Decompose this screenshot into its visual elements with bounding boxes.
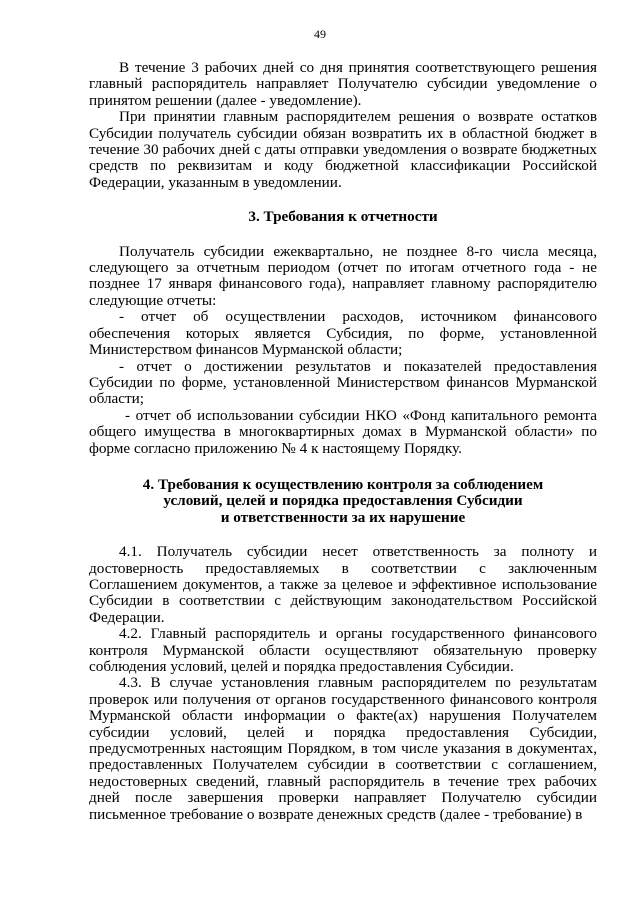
report-item-expenses: - отчет об осуществлении расходов, источником финансового обеспечения которых является Субсидия, по форме, установленной Министерством финансов Мурманской области; — [89, 308, 597, 359]
section-4-heading — [89, 477, 597, 526]
page-number: 49 — [314, 27, 326, 41]
document-body — [89, 60, 597, 823]
section-4-heading-line-1: 4. Требования к осуществлению контроля за соблюдением — [142, 475, 544, 493]
clause-4-3: 4.3. В случае установления главным распорядителем по результатам проверок или получения от органов государственного финансового контроля Мурманской области информации о факте(ах) нарушения Получателем субсидии условий, целей и порядка предоставления Субсидии, предусмотренных настоящим Порядком, в том числе указания в документах, предоставленных Получателем субсидии в соответствии с соглашением, недостоверных сведений, главный распорядитель в течение трех рабочих дней после завершения проверки направляет Получателю субсидии письменное требование о возврате денежных средств (далее - требование) в — [89, 674, 597, 823]
paragraph-notification-term: В течение 3 рабочих дней со дня принятия соответствующего решения главный распорядитель направляет Получателю субсидии уведомление о принятом решении (далее - уведомление). — [89, 59, 597, 109]
section-3-heading: 3. Требования к отчетности — [248, 208, 438, 226]
section-4-heading-line-2: условий, целей и порядка предоставления Субсидии — [163, 492, 523, 510]
section-3-intro: Получатель субсидии ежеквартально, не позднее 8-го числа месяца, следующего за отчетным периодом (отчет по итогам отчетного года - не позднее 17 января финансового года), направляет главному распорядителю следующие отчеты: — [89, 242, 597, 309]
paragraph-return-remainder: При принятии главным распорядителем решения о возврате остатков Субсидии получатель субсидии обязан возвратить их в областной бюджет в течение 30 рабочих дней с даты отправки уведомления о возврате бюджетных средств по реквизитам и коду бюджетной классификации Российской Федерации, указанным в уведомлении. — [89, 108, 597, 191]
report-item-results: - отчет о достижении результатов и показателей предоставления Субсидии по форме, установленной Министерством финансов Мурманской области; — [89, 357, 597, 408]
clause-4-1: 4.1. Получатель субсидии несет ответственность за полноту и достоверность предоставляемых в соответствии с заключенным Соглашением документов, а также за целевое и эффективное использование Субсидии в соответствии с действующим законодательством Российской Федерации. — [89, 543, 597, 626]
clause-4-2: 4.2. Главный распорядитель и органы государственного финансового контроля Мурманской области осуществляют обязательную проверку соблюдения условий, целей и порядка предоставления Субсидии. — [89, 625, 597, 675]
section-4-heading-line-3: и ответственности за их нарушение — [220, 508, 466, 526]
report-item-nko-fund: - отчет об использовании субсидии НКО «Фонд капитального ремонта общего имущества в многоквартирных домах в Мурманской области» по форме согласно приложению № 4 к настоящему Порядку. — [89, 406, 597, 457]
